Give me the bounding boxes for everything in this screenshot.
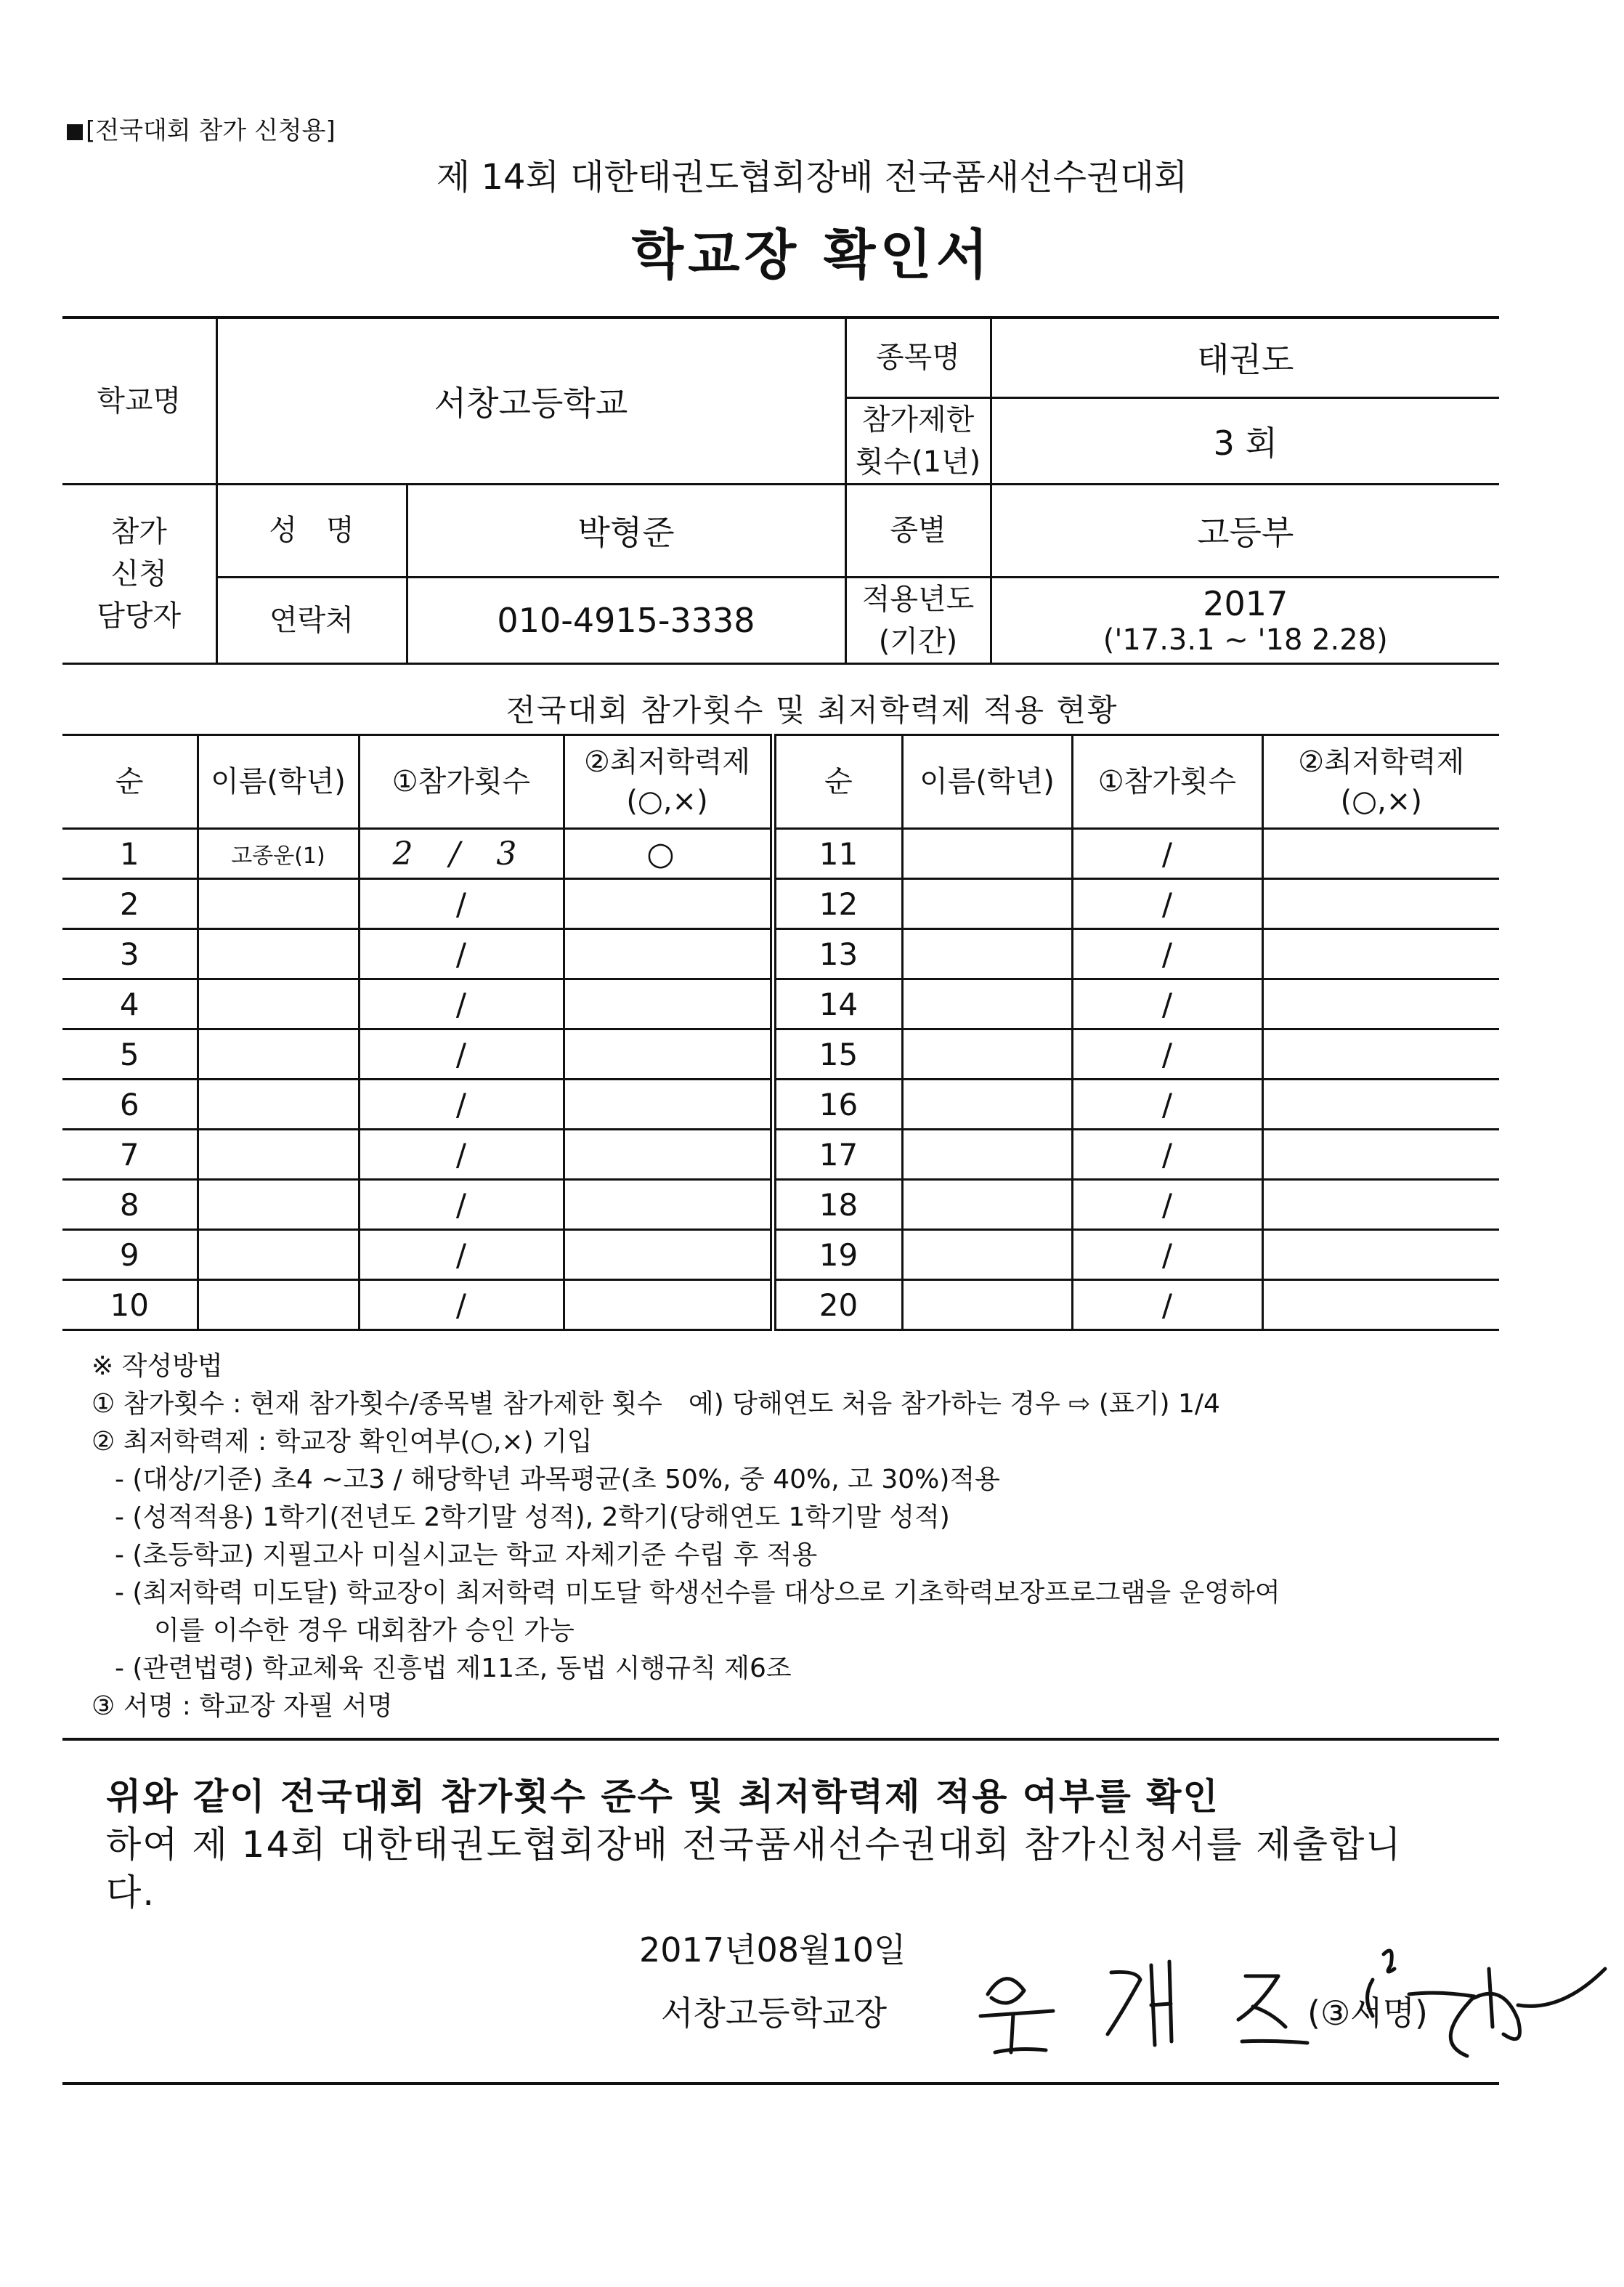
row-number-2: 16 [773,1080,902,1130]
instruction-item-3: ③ 서명 : 학교장 자필 서명 [92,1691,393,1721]
row-name [198,1080,359,1130]
row-count: / [359,1130,564,1180]
participation-status-table [62,734,1499,1331]
row-number-2: 14 [773,979,902,1029]
section-divider [62,1738,1499,1741]
status-row [62,829,1499,879]
row-name-2 [902,879,1072,929]
row-name [198,1230,359,1280]
col-header-min-2 [1262,735,1499,829]
row-min-2 [1262,1080,1499,1130]
status-row [62,1029,1499,1080]
event-value: 태권도 [991,317,1499,397]
col-header-count-2: ①참가횟수 [1072,735,1262,829]
status-row [62,1180,1499,1230]
year-value [991,577,1499,663]
school-name-value: 서창고등학교 [216,317,845,484]
instruction-item-1: ① 참가횟수 : 현재 참가횟수/종목별 참가제한 횟수 예) 당해연도 처음 참가하는 경우 ⇨ (표기) 1/4 [92,1389,1220,1419]
row-number-2: 18 [773,1180,902,1230]
instructions [92,1348,1515,1725]
row-min-2 [1262,1130,1499,1180]
row-name [198,879,359,929]
division-value: 고등부 [991,484,1499,577]
document-title: 학교장 확인서 [631,224,993,286]
row-min [564,1029,773,1080]
col-header-min-line2: (○,×) [626,785,708,818]
row-number: 2 [62,879,198,929]
row-number-2: 19 [773,1230,902,1280]
row-min [564,1130,773,1180]
status-row [62,879,1499,929]
year-label-line2: (기간) [878,624,958,658]
limit-label-line1: 참가제한 [861,402,975,437]
row-number: 5 [62,1029,198,1080]
limit-value: 3 회 [991,397,1499,484]
contact-label: 연락처 [216,577,407,663]
row-name [198,979,359,1029]
row-min [564,979,773,1029]
row-number: 6 [62,1080,198,1130]
row-count-2: / [1072,929,1262,979]
row-name [198,1180,359,1230]
row-name-2 [902,1130,1072,1180]
row-count-2: / [1072,879,1262,929]
form-type-tag [67,110,336,146]
row-count: / [359,1280,564,1330]
school-name-label: 학교명 [62,317,216,484]
row-number-2: 13 [773,929,902,979]
col-header-min [564,735,773,829]
row-count: / [359,1230,564,1280]
manager-label-line3: 담당자 [97,599,182,633]
year-value-line1: 2017 [1203,583,1288,623]
row-name [198,1280,359,1330]
row-name: 고종운(1) [198,829,359,879]
year-label [845,577,991,663]
row-min [564,1230,773,1280]
row-name-2 [902,1280,1072,1330]
row-min [564,1180,773,1230]
col-header-no: 순 [62,735,198,829]
signature-label: (③서명) [1307,1993,1429,2033]
col-header-count: ①참가횟수 [359,735,564,829]
row-name-2 [902,1230,1072,1280]
school-info-table [62,316,1499,665]
row-name [198,1130,359,1180]
division-label: 종별 [845,484,991,577]
row-count-2: / [1072,1280,1262,1330]
row-number: 3 [62,929,198,979]
principal-title: 서창고등학교장 [661,1993,888,2033]
row-count-2: / [1072,1230,1262,1280]
row-name [198,929,359,979]
status-row [62,1080,1499,1130]
row-count-2: / [1072,829,1262,879]
row-min-2 [1262,1230,1499,1280]
row-number-2: 12 [773,879,902,929]
row-min [564,879,773,929]
row-count: / [359,1029,564,1080]
row-count-2: / [1072,1130,1262,1180]
row-number: 4 [62,979,198,1029]
col-header-min-line1: ②최저학력제 [583,745,751,779]
row-min-2 [1262,929,1499,979]
instruction-sub-1: - (대상/기준) 초4 ~고3 / 해당학년 과목평균(초 50%, 중 40%, 고 30%)적용 [115,1465,1000,1494]
year-period: ('17.3.1 ~ '18 2.28) [1103,623,1388,657]
row-min-2 [1262,1280,1499,1330]
row-name-2 [902,1080,1072,1130]
handwritten-signature [966,1925,1620,2071]
row-number: 9 [62,1230,198,1280]
instruction-sub-4: - (최저학력 미도달) 학교장이 최저학력 미도달 학생선수를 대상으로 기초학력보장프로그램을 운영하여 [115,1578,1280,1608]
col-header-name-2: 이름(학년) [902,735,1072,829]
instruction-sub-3: - (초등학교) 지필고사 미실시교는 학교 자체기준 수립 후 적용 [115,1540,818,1570]
row-count-2: / [1072,1180,1262,1230]
row-number: 8 [62,1180,198,1230]
row-min: ○ [564,829,773,879]
row-count: 2 / 3 [359,829,564,879]
manager-label [62,484,216,663]
row-number-2: 15 [773,1029,902,1080]
status-row [62,1280,1499,1330]
row-count-2: / [1072,1080,1262,1130]
name-value: 박형준 [407,484,845,577]
instruction-item-2: ② 최저학력제 : 학교장 확인여부(○,×) 기입 [92,1427,593,1457]
row-name [198,1029,359,1080]
col-header-no-2: 순 [773,735,902,829]
row-count: / [359,879,564,929]
event-title: 제 14회 대한태권도협회장배 전국품새선수권대회 [436,157,1188,198]
row-min [564,929,773,979]
row-min [564,1280,773,1330]
row-count-2: / [1072,1029,1262,1080]
confirmation-line-3: 다. [106,1871,156,1914]
status-row [62,979,1499,1029]
row-number: 7 [62,1130,198,1180]
row-name-2 [902,1180,1072,1230]
row-count: / [359,929,564,979]
instruction-sub-4b: 이를 이수한 경우 대회참가 승인 가능 [154,1616,575,1646]
row-min-2 [1262,1180,1499,1230]
bottom-rule [62,2082,1499,2085]
row-count: / [359,1080,564,1130]
row-min [564,1080,773,1130]
row-min-2 [1262,829,1499,879]
row-min-2 [1262,979,1499,1029]
name-label: 성 명 [216,484,407,577]
instruction-sub-2: - (성적적용) 1학기(전년도 2학기말 성적), 2학기(당해연도 1학기말 성적) [115,1502,950,1532]
row-count: / [359,1180,564,1230]
issue-date: 2017년08월10일 [639,1930,906,1970]
bullet-square-icon [67,124,83,140]
row-count: / [359,979,564,1029]
col-header-min-2-line1: ②최저학력제 [1298,745,1465,779]
status-row [62,929,1499,979]
row-count-2: / [1072,979,1262,1029]
row-min-2 [1262,1029,1499,1080]
year-label-line1: 적용년도 [861,582,975,616]
row-name-2 [902,929,1072,979]
row-number: 10 [62,1280,198,1330]
row-number-2: 20 [773,1280,902,1330]
row-name-2 [902,1029,1072,1080]
limit-label [845,397,991,484]
event-label: 종목명 [845,317,991,397]
instructions-heading: ※ 작성방법 [92,1351,223,1381]
confirmation-statement [106,1773,1471,1916]
row-min-2 [1262,879,1499,929]
contact-value: 010-4915-3338 [407,577,845,663]
confirmation-line-2: 하여 제 14회 대한태권도협회장배 전국품새선수권대회 참가신청서를 제출합니 [106,1823,1402,1866]
limit-label-line2: 횟수(1년) [855,445,981,479]
instruction-sub-5: - (관련법령) 학교체육 진흥법 제11조, 동법 시행규칙 제6조 [115,1653,792,1683]
manager-label-line1: 참가 [110,514,167,549]
col-header-name: 이름(학년) [198,735,359,829]
status-row [62,1130,1499,1180]
row-number-2: 11 [773,829,902,879]
col-header-min-2-line2: (○,×) [1340,785,1422,818]
status-row [62,1230,1499,1280]
form-type-label: [전국대회 참가 신청용] [86,116,336,145]
row-name-2 [902,829,1072,879]
manager-label-line2: 신청 [110,556,167,591]
confirmation-line-1: 위와 같이 전국대회 참가횟수 준수 및 최저학력제 적용 여부를 확인 [106,1776,1219,1818]
row-name-2 [902,979,1072,1029]
row-number: 1 [62,829,198,879]
row-number-2: 17 [773,1130,902,1180]
status-section-title: 전국대회 참가횟수 및 최저학력제 적용 현황 [506,692,1118,728]
